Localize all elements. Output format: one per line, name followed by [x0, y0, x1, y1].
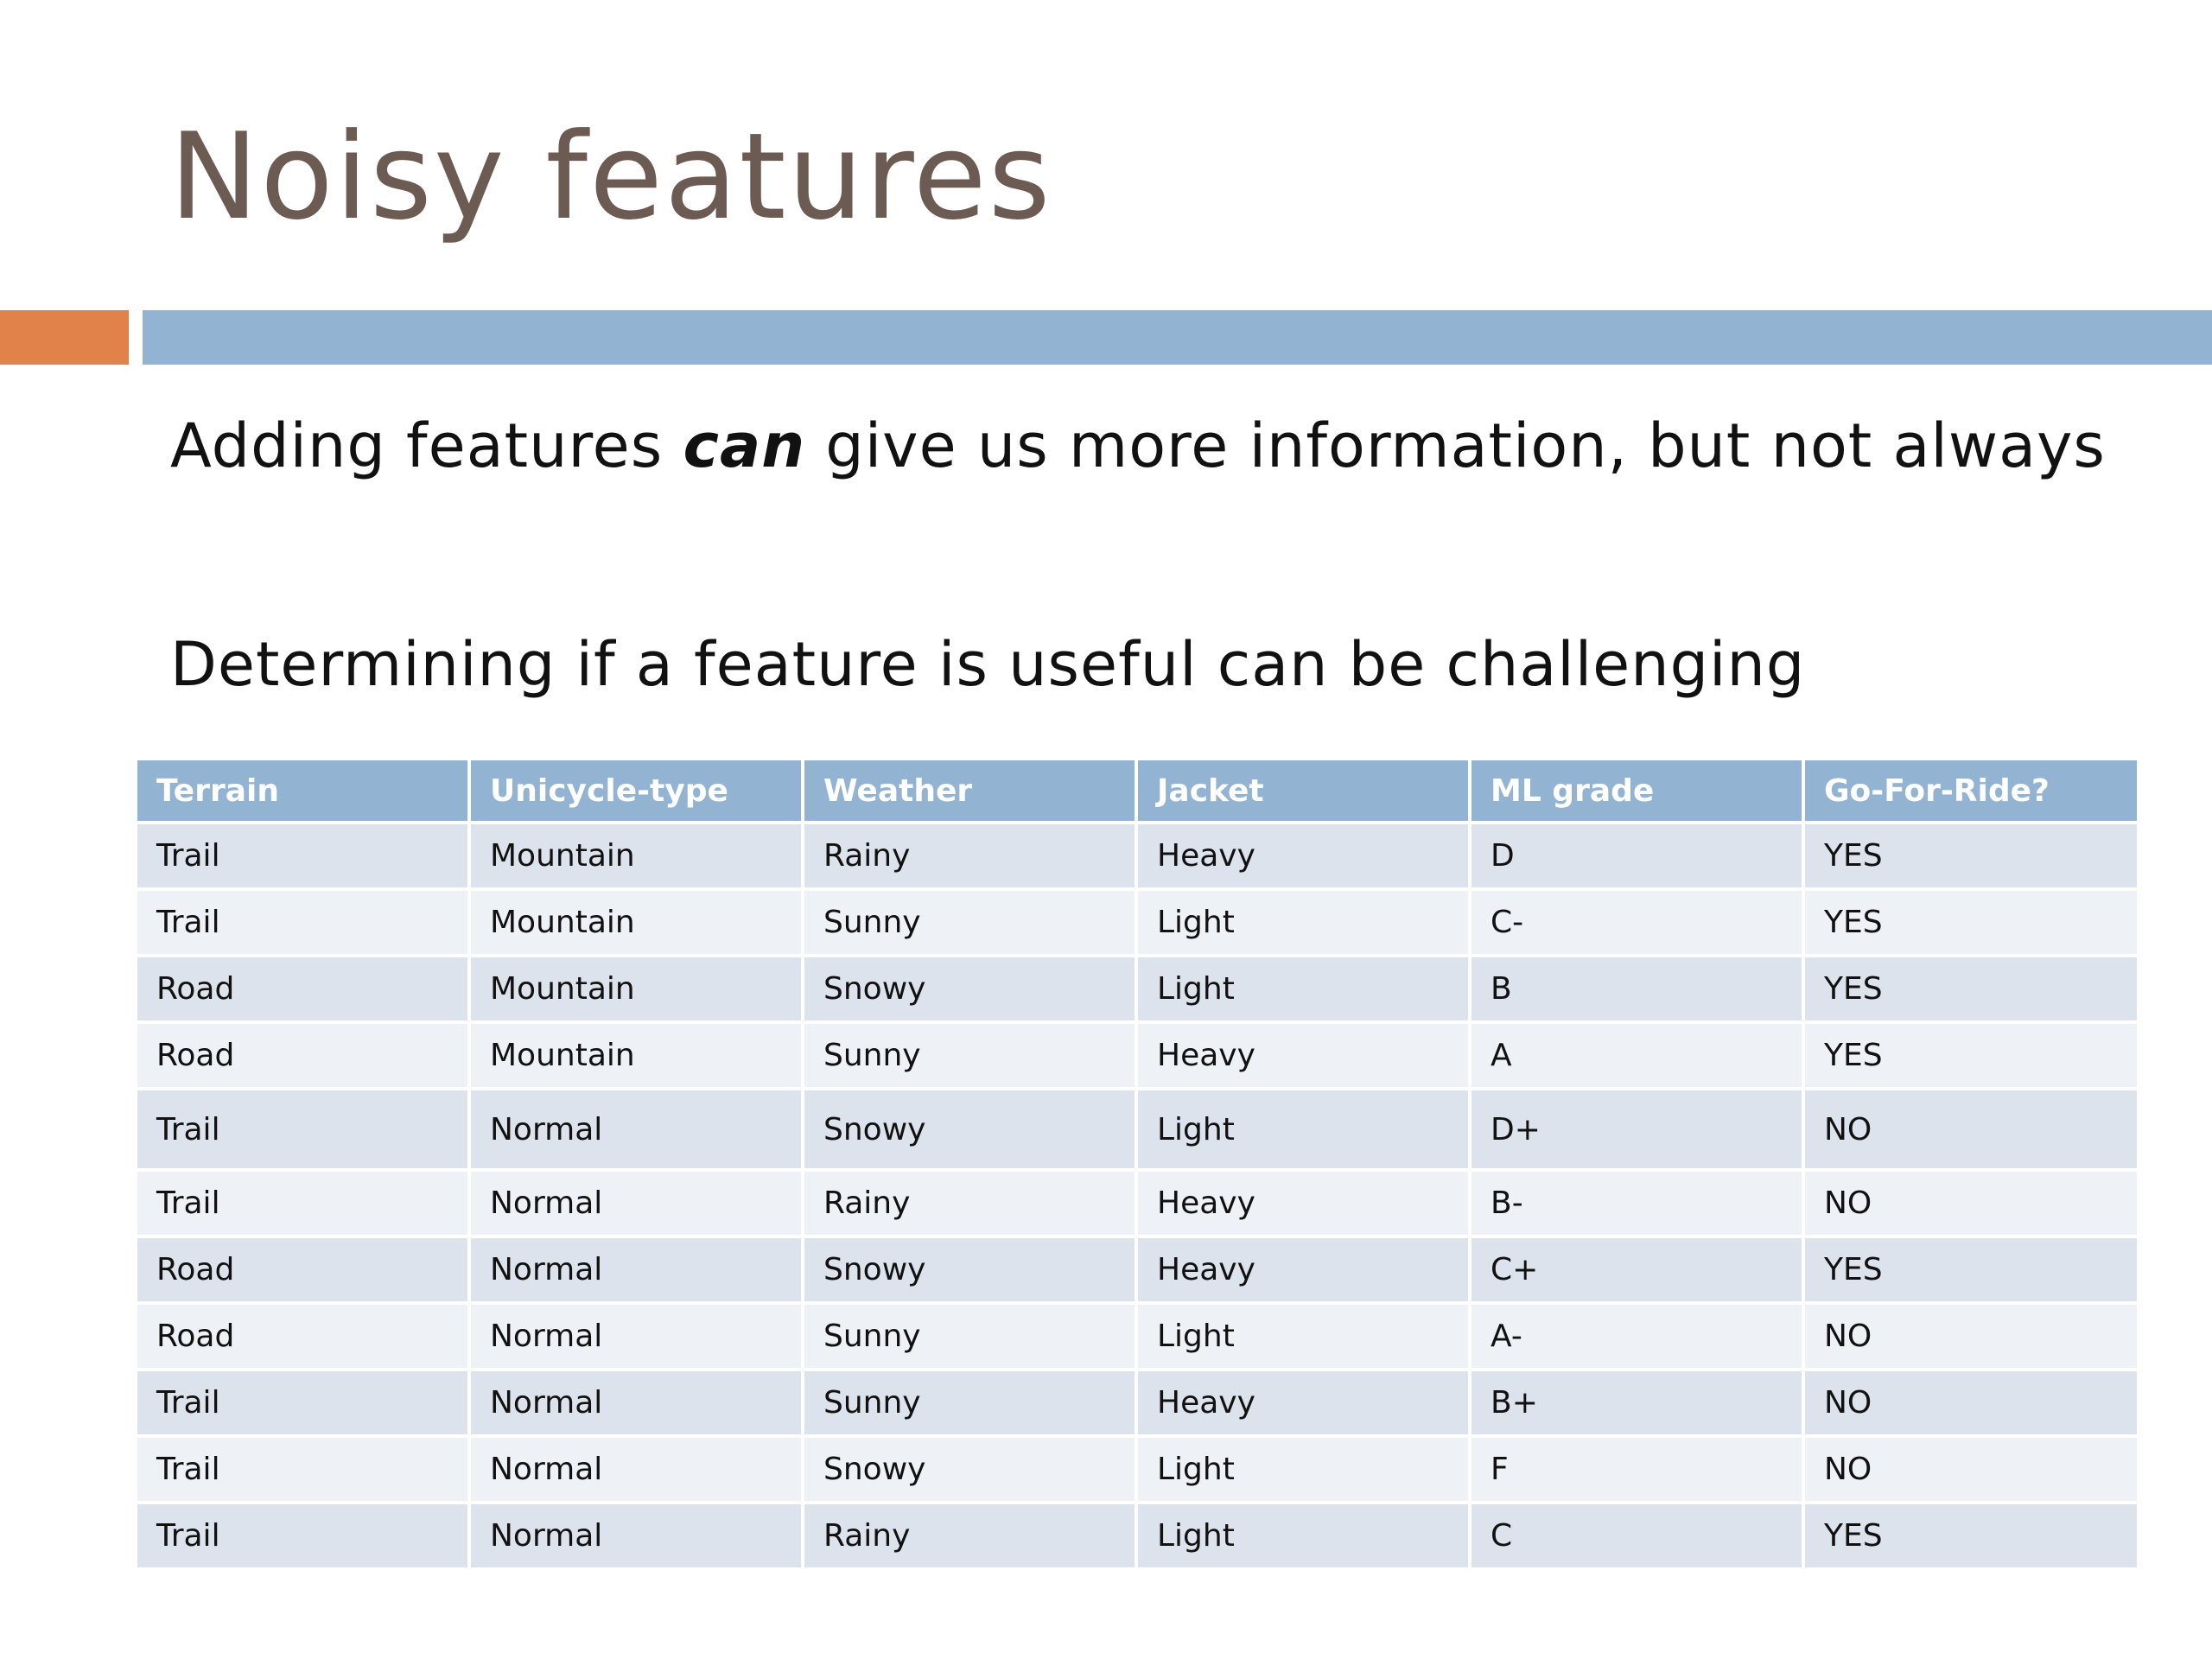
table-cell: Heavy	[1138, 1024, 1468, 1087]
table-cell: Light	[1138, 1090, 1468, 1168]
bullet-text-determining: Determining if a feature is useful can be challenging	[170, 629, 1806, 700]
table-cell: Trail	[137, 1504, 467, 1567]
features-table	[134, 757, 2140, 1571]
table-cell: YES	[1805, 824, 2137, 887]
table-cell: D+	[1471, 1090, 1802, 1168]
table-cell: Rainy	[804, 1504, 1135, 1567]
table-cell: B	[1471, 957, 1802, 1020]
table-row	[137, 824, 2137, 887]
table-cell: Snowy	[804, 1438, 1135, 1501]
table-cell: Normal	[471, 1090, 801, 1168]
bullet-text-part: Adding features	[170, 410, 683, 481]
table-cell: Sunny	[804, 1305, 1135, 1368]
table-row	[137, 1371, 2137, 1434]
table-row	[137, 1172, 2137, 1235]
table-cell: YES	[1805, 891, 2137, 954]
table-header-cell: ML grade	[1471, 760, 1802, 821]
table-cell: Road	[137, 957, 467, 1020]
table-cell: YES	[1805, 957, 2137, 1020]
accent-bar-blue	[143, 310, 2212, 365]
table-cell: Normal	[471, 1238, 801, 1301]
table-cell: Mountain	[471, 824, 801, 887]
table-cell: Rainy	[804, 1172, 1135, 1235]
table-cell: Normal	[471, 1172, 801, 1235]
table-row	[137, 1438, 2137, 1501]
table-cell: Snowy	[804, 957, 1135, 1020]
table-cell: Snowy	[804, 1238, 1135, 1301]
table-cell: NO	[1805, 1172, 2137, 1235]
table-cell: NO	[1805, 1438, 2137, 1501]
table-cell: Sunny	[804, 1024, 1135, 1087]
table-cell: Mountain	[471, 957, 801, 1020]
table-cell: Light	[1138, 1504, 1468, 1567]
table-header-cell: Go-For-Ride?	[1805, 760, 2137, 821]
slide-title: Noisy features	[169, 107, 1052, 246]
accent-bar-orange	[0, 310, 129, 365]
table-cell: C	[1471, 1504, 1802, 1567]
table-cell: Normal	[471, 1305, 801, 1368]
bullet-text-part: give us more information, but not always	[805, 410, 2106, 481]
table-row	[137, 957, 2137, 1020]
table-cell: Trail	[137, 1090, 467, 1168]
table-row	[137, 891, 2137, 954]
table-cell: Trail	[137, 891, 467, 954]
table-cell: Mountain	[471, 1024, 801, 1087]
table-header-cell: Weather	[804, 760, 1135, 821]
table-cell: YES	[1805, 1024, 2137, 1087]
table-cell: Road	[137, 1024, 467, 1087]
table-cell: Heavy	[1138, 1371, 1468, 1434]
table-cell: YES	[1805, 1238, 2137, 1301]
table-cell: Sunny	[804, 891, 1135, 954]
table-cell: Road	[137, 1305, 467, 1368]
table-cell: NO	[1805, 1371, 2137, 1434]
table-cell: Rainy	[804, 824, 1135, 887]
table-cell: C-	[1471, 891, 1802, 954]
table-row	[137, 1024, 2137, 1087]
table-cell: Heavy	[1138, 824, 1468, 887]
table-cell: Trail	[137, 1438, 467, 1501]
table-cell: Snowy	[804, 1090, 1135, 1168]
table-cell: YES	[1805, 1504, 2137, 1567]
table-cell: Light	[1138, 1438, 1468, 1501]
table-row	[137, 1504, 2137, 1567]
table-cell: Normal	[471, 1438, 801, 1501]
table-cell: NO	[1805, 1305, 2137, 1368]
table-cell: Road	[137, 1238, 467, 1301]
table-cell: A	[1471, 1024, 1802, 1087]
table-header-row	[137, 760, 2137, 821]
table-cell: Sunny	[804, 1371, 1135, 1434]
table-header-cell: Terrain	[137, 760, 467, 821]
table-cell: Trail	[137, 824, 467, 887]
table-cell: A-	[1471, 1305, 1802, 1368]
table-cell: Light	[1138, 891, 1468, 954]
table-cell: Trail	[137, 1172, 467, 1235]
table-row	[137, 1090, 2137, 1168]
table-cell: Normal	[471, 1371, 801, 1434]
table-cell: Heavy	[1138, 1238, 1468, 1301]
table-header-cell: Unicycle-type	[471, 760, 801, 821]
table-row	[137, 1305, 2137, 1368]
table-cell: C+	[1471, 1238, 1802, 1301]
table-row	[137, 1238, 2137, 1301]
table-cell: Mountain	[471, 891, 801, 954]
table-cell: Heavy	[1138, 1172, 1468, 1235]
table-cell: Light	[1138, 1305, 1468, 1368]
table-cell: Light	[1138, 957, 1468, 1020]
table-cell: B+	[1471, 1371, 1802, 1434]
table-cell: NO	[1805, 1090, 2137, 1168]
bullet-text-adding-features	[170, 410, 2106, 482]
table-cell: B-	[1471, 1172, 1802, 1235]
table-cell: Trail	[137, 1371, 467, 1434]
table-cell: Normal	[471, 1504, 801, 1567]
table-cell: D	[1471, 824, 1802, 887]
bullet-emphasis: can	[683, 410, 806, 481]
table-body	[137, 824, 2137, 1567]
table-cell: F	[1471, 1438, 1802, 1501]
table-header-cell: Jacket	[1138, 760, 1468, 821]
